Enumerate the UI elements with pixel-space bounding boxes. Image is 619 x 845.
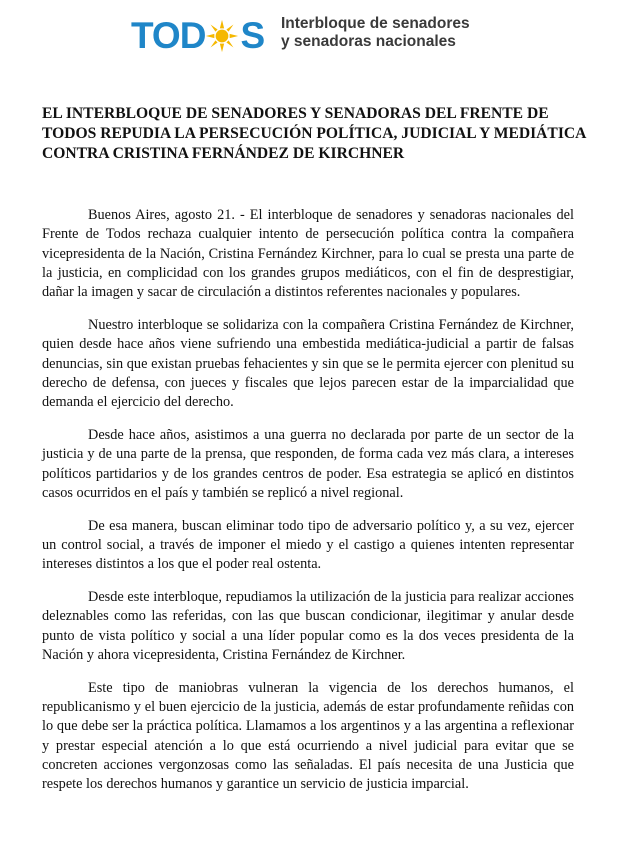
sun-icon [205,19,239,53]
logo-text-left: TOD [131,15,206,56]
title-line-1: EL INTERBLOQUE DE SENADORES Y SENADORAS DEL FRENTE DE [42,105,549,122]
logo-subtitle-line-1: Interbloque de senadores [281,15,470,32]
logo-text-right: S [240,15,265,56]
document-body [42,206,574,808]
logo-subtitle [281,15,470,51]
todos-logo [131,16,264,56]
paragraph-3: Desde hace años, asistimos a una guerra no declarada por parte de un sector de la justicia y de una parte de la prensa, que responden, de forma cada vez más clara, a intereses políticos partidarios y de los grandes centros de poder. Esa estrategia se aplicó en distintos casos ocurridos en el país y también se replicó a nivel regional. [42,426,574,501]
title-line-2: TODOS REPUDIA LA PERSECUCIÓN POLÍTICA, JUDICIAL Y MEDIÁTICA [42,125,587,142]
paragraph-5: Desde este interbloque, repudiamos la utilización de la justicia para realizar acciones deleznables como las referidas, con las que buscan condicionar, ilegitimar y anular desde punto de vista político y social a una líder popular como es la dos veces presidenta de la Nación y ahora vicepresidenta, Cristina Fernández de Kirchner. [42,589,574,663]
paragraph-4: De esa manera, buscan eliminar todo tipo de adversario político y, a su vez, ejercer un control social, a través de imponer el miedo y el castigo a quienes intenten representar intereses distintos a los que el poder real ostenta. [42,517,574,573]
paragraph-1: Buenos Aires, agosto 21. - El interbloque de senadores y senadoras nacionales del Frente de Todos rechaza cualquier intento de persecución política contra la compañera vicepresidenta de la Nación, Cristina Fernández Kirchner, para lo cual se presta una parte de la justicia, en complicidad con los grandes grupos mediáticos, con el fin de desprestigiar, dañar la imagen y sacar de circulación a distintos referentes nacionales y populares. [42,207,574,301]
logo-subtitle-line-2: y senadoras nacionales [281,33,456,50]
letterhead [131,14,491,58]
paragraph-2: Nuestro interbloque se solidariza con la compañera Cristina Fernández de Kirchner, quien desde hace años viene sufriendo una embestida mediática-judicial a partir de falsas denuncias, sin que existan pruebas fehacientes y sin que se le permita ejercer con plenitud su derecho de defensa, con jueces y fiscales que lejos parecen estar de la imparcialidad que demanda el ejercicio del derecho. [42,316,574,411]
document-title [42,104,587,164]
title-line-3: CONTRA CRISTINA FERNÁNDEZ DE KIRCHNER [42,145,405,162]
paragraph-6: Este tipo de maniobras vulneran la vigencia de los derechos humanos, el republicanismo y el buen ejercicio de la justicia, además de estar profundamente reñidas con lo que debe ser la práctica política. Llamamos a los argentinos y a las argentina a reflexionar y prestar especial atención a lo que está ocurriendo a nivel judicial para evitar que se concreten acciones vergonzosas como las señaladas. El país necesita de una Justicia que respete los derechos humanos y garantice un servicio de justicia imparcial. [42,679,574,793]
